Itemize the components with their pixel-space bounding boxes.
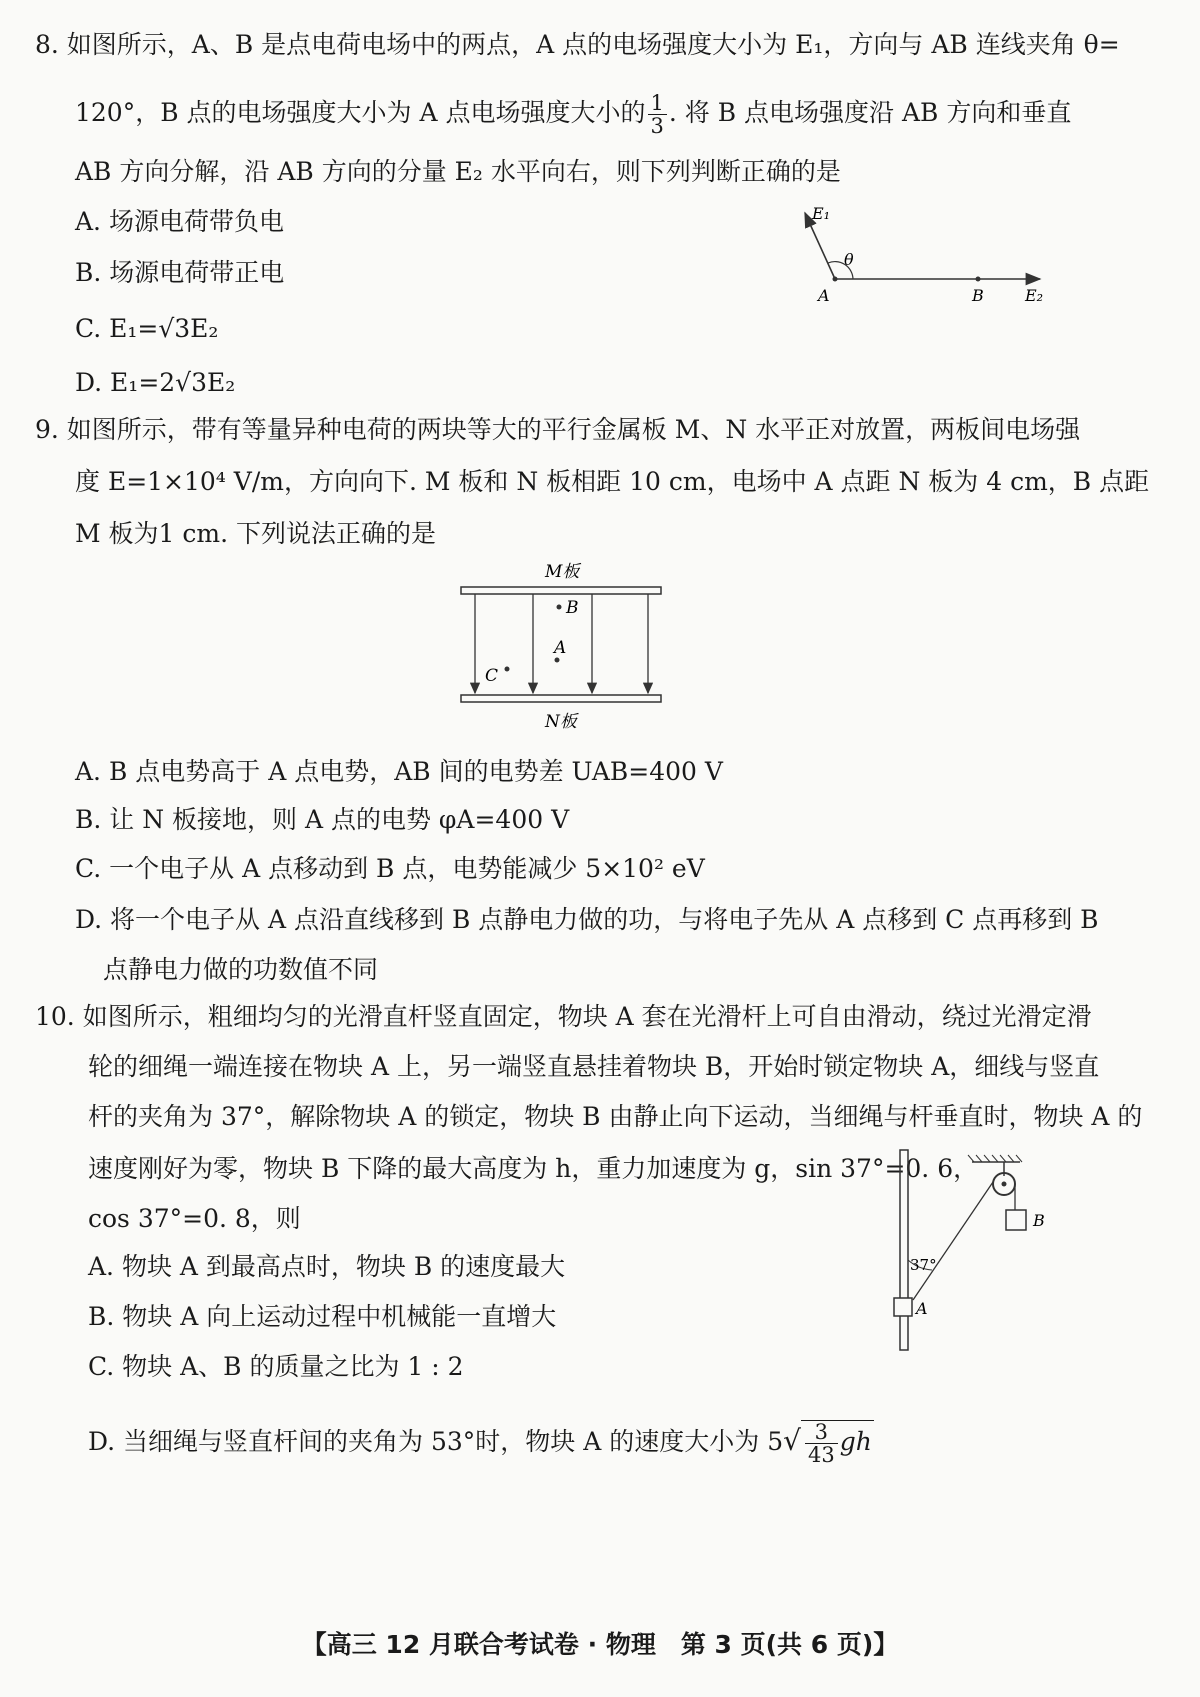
q10-option-b: B. 物块 A 向上运动过程中机械能一直增大 (88, 1302, 557, 1331)
q8-option-d: D. E₁=2√3E₂ (75, 368, 236, 397)
q9-option-a: A. B 点电势高于 A 点电势，AB 间的电势差 UAB=400 V (75, 757, 723, 786)
q10-figure (880, 1140, 1080, 1360)
rope-diagonal (913, 1182, 993, 1300)
block-b (1006, 1210, 1026, 1230)
label-c: C (485, 666, 499, 686)
q9-line1: 9. 如图所示，带有等量异种电荷的两块等大的平行金属板 M、N 水平正对放置，两板间电场强 (35, 415, 1081, 444)
q8-frac-den: 3 (650, 114, 664, 138)
q10-line2: 轮的细绳一端连接在物块 A 上，另一端竖直悬挂着物块 B，开始时锁定物块 A，细线与竖直 (88, 1052, 1100, 1081)
q8-line2-b: . 将 B 点电场强度沿 AB 方向和垂直 (668, 98, 1072, 127)
pulley-axle (1002, 1182, 1007, 1187)
q9-line3: M 板为1 cm. 下列说法正确的是 (75, 519, 436, 548)
point-c (505, 667, 510, 672)
ceiling-hatch (968, 1155, 1022, 1162)
label-b: B (566, 598, 579, 618)
q10-line1: 10. 如图所示，粗细均匀的光滑直杆竖直固定，物块 A 套在光滑杆上可自由滑动，绕过光滑定滑 (35, 1002, 1092, 1031)
point-b (976, 277, 981, 282)
q9-option-d-cont: 点静电力做的功数值不同 (103, 955, 379, 984)
q8-option-a: A. 场源电荷带负电 (75, 207, 284, 236)
q10-line3: 杆的夹角为 37°，解除物块 A 的锁定，物块 B 由静止向下运动，当细绳与杆垂直时，物块 A 的 (88, 1102, 1143, 1131)
label-e1: E₁ (812, 204, 831, 223)
q10-option-d (88, 1420, 874, 1466)
q10-fraction (805, 1421, 838, 1466)
label-a: A (818, 286, 830, 305)
q8-frac-num: 1 (648, 92, 667, 115)
q9-option-d: D. 将一个电子从 A 点沿直线移到 B 点静电力做的功，与将电子先从 A 点移到 C 点再移到 B (75, 905, 1099, 934)
label-angle: 37° (910, 1256, 937, 1274)
sqrt-sign: √ (783, 1424, 801, 1457)
label-a: A (916, 1299, 928, 1318)
label-theta: θ (844, 250, 854, 269)
q10-line5: cos 37°=0. 8，则 (88, 1204, 301, 1233)
q10-option-d-text: D. 当细绳与竖直杆间的夹角为 53°时，物块 A 的速度大小为 5 (88, 1427, 784, 1456)
q9-option-c: C. 一个电子从 A 点移动到 B 点，电势能减少 5×10² eV (75, 854, 705, 883)
m-plate (461, 587, 661, 594)
q9-option-b: B. 让 N 板接地，则 A 点的电势 φA=400 V (75, 805, 570, 834)
q8-option-b: B. 场源电荷带正电 (75, 258, 285, 287)
q10-line4: 速度刚好为零，物块 B 下降的最大高度为 h，重力加速度为 g，sin 37°=0. 6， (88, 1154, 979, 1183)
label-n-plate: N板 (545, 712, 577, 732)
q10-option-a: A. 物块 A 到最高点时，物块 B 的速度最大 (88, 1252, 566, 1281)
q10-gh: gh (839, 1427, 872, 1456)
n-plate (461, 695, 661, 702)
q8-line3: AB 方向分解，沿 AB 方向的分量 E₂ 水平向右，则下列判断正确的是 (75, 157, 841, 186)
label-m-plate: M板 (545, 562, 580, 582)
label-b: B (972, 286, 984, 305)
q9-line2: 度 E=1×10⁴ V/m，方向向下. M 板和 N 板相距 10 cm，电场中 A 点距 N 板为 4 cm，B 点距 (75, 467, 1150, 496)
label-a: A (554, 638, 567, 658)
q8-line1: 8. 如图所示，A、B 是点电荷电场中的两点，A 点的电场强度大小为 E₁，方向与 AB 连线夹角 θ= (35, 30, 1120, 59)
q10-frac-den: 43 (807, 1443, 835, 1467)
label-b: B (1033, 1211, 1045, 1230)
sqrt-body (801, 1420, 874, 1466)
block-a (894, 1298, 912, 1316)
vertical-rod (900, 1150, 908, 1350)
q10-option-c: C. 物块 A、B 的质量之比为 1 : 2 (88, 1352, 464, 1381)
q9-figure (455, 555, 675, 745)
q10-frac-num: 3 (805, 1421, 838, 1444)
point-a (833, 277, 838, 282)
q8-fraction (648, 92, 667, 137)
point-b (557, 605, 562, 610)
point-a (555, 658, 560, 663)
q8-figure (790, 195, 1060, 315)
q8-line2-a: 120°，B 点的电场强度大小为 A 点电场强度大小的 (75, 98, 646, 127)
label-e2: E₂ (1025, 286, 1044, 305)
q8-option-c: C. E₁=√3E₂ (75, 314, 219, 343)
q8-line2 (75, 92, 1071, 137)
page-footer: 【高三 12 月联合考试卷 · 物理 第 3 页(共 6 页)】 (301, 1630, 899, 1659)
